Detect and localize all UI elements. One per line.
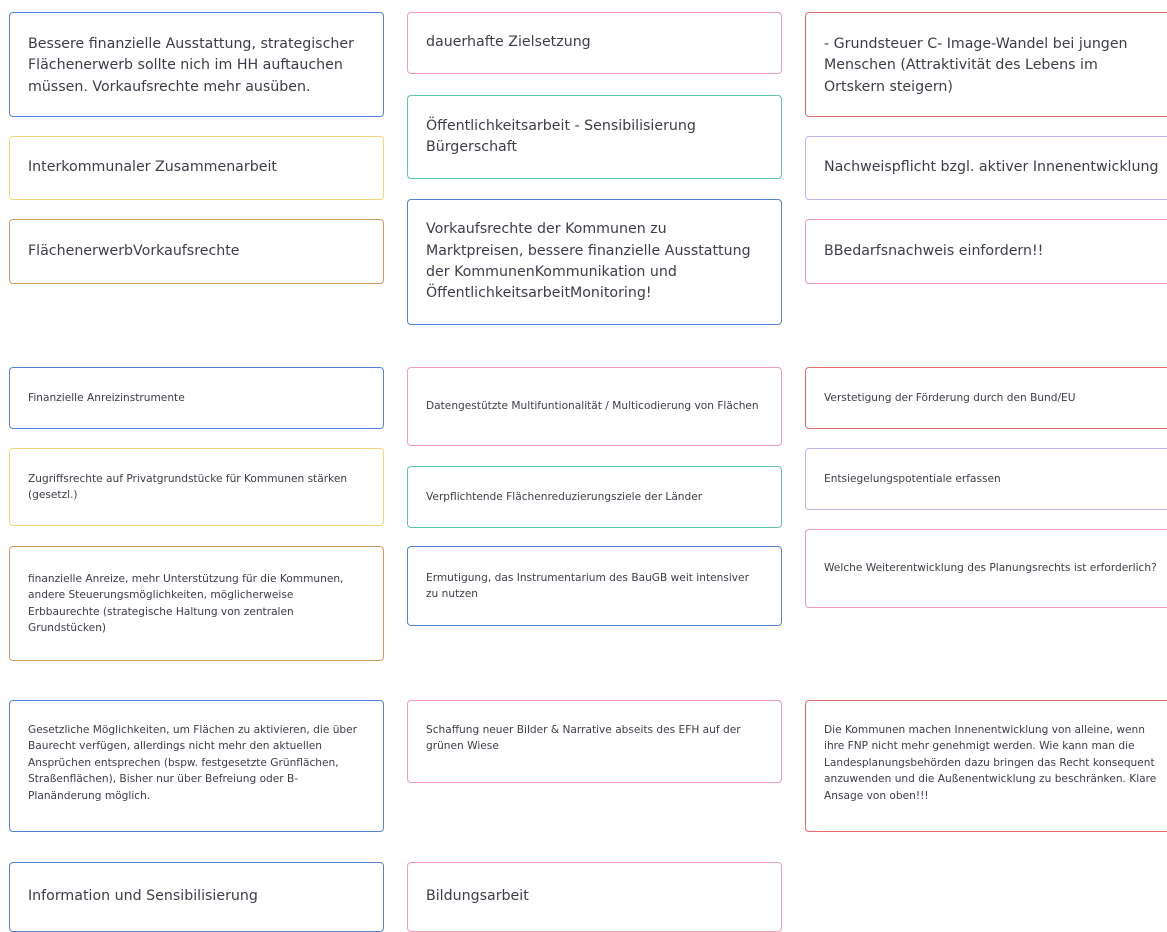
idea-card[interactable] bbox=[805, 529, 1167, 608]
idea-card[interactable] bbox=[407, 862, 782, 932]
card-text: finanzielle Anreize, mehr Unterstützung für die Kommunen, andere Steuerungsmöglichkeiten, möglicherweise Erbbaurechte (strategische Haltung von zentralen Grundstücken) bbox=[28, 572, 344, 634]
idea-card[interactable] bbox=[9, 367, 384, 429]
idea-card[interactable] bbox=[805, 448, 1167, 510]
card-text: Verstetigung der Förderung durch den Bund/EU bbox=[824, 391, 1076, 404]
card-text: Bessere finanzielle Ausstattung, strategischer Flächenerwerb sollte nich im HH auftauchen müssen. Vorkaufsrechte mehr ausüben. bbox=[28, 36, 354, 95]
idea-card[interactable] bbox=[805, 136, 1167, 200]
idea-card[interactable] bbox=[407, 12, 782, 74]
card-text: Information und Sensibilisierung bbox=[28, 888, 258, 905]
idea-card[interactable] bbox=[407, 466, 782, 528]
card-text: Gesetzliche Möglichkeiten, um Flächen zu aktivieren, die über Baurecht verfügen, allerdings nicht mehr den aktuellen Ansprüchen entsprechen (bspw. festgesetzte Grünflächen, Straßenflächen), Bisher nur über Befreiung oder B-Planänderung möglich. bbox=[28, 724, 358, 802]
idea-card[interactable] bbox=[407, 199, 782, 325]
card-text: Ermutigung, das Instrumentarium des BauGB weit intensiver zu nutzen bbox=[426, 571, 749, 600]
card-text: - Grundsteuer C- Image-Wandel bei jungen Menschen (Attraktivität des Lebens im Ortskern steigern) bbox=[824, 36, 1128, 95]
idea-card[interactable] bbox=[9, 546, 384, 661]
idea-card[interactable] bbox=[407, 546, 782, 626]
idea-card[interactable] bbox=[805, 219, 1167, 284]
card-text: Nachweispflicht bzgl. aktiver Innenentwicklung bbox=[824, 159, 1159, 176]
idea-card[interactable] bbox=[9, 448, 384, 526]
idea-card[interactable] bbox=[805, 12, 1167, 117]
idea-card[interactable] bbox=[407, 700, 782, 783]
card-text: FlächenerwerbVorkaufsrechte bbox=[28, 242, 240, 259]
card-text: Entsiegelungspotentiale erfassen bbox=[824, 472, 1001, 485]
idea-card[interactable] bbox=[407, 95, 782, 179]
card-text: Zugriffsrechte auf Privatgrundstücke für Kommunen stärken (gesetzl.) bbox=[28, 472, 348, 501]
card-text: BBedarfsnachweis einfordern!! bbox=[824, 242, 1044, 259]
idea-card[interactable] bbox=[9, 12, 384, 117]
idea-card[interactable] bbox=[805, 367, 1167, 429]
idea-card[interactable] bbox=[9, 700, 384, 832]
card-text: Öffentlichkeitsarbeit - Sensibilisierung Bürgerschaft bbox=[426, 117, 696, 155]
card-text: Finanzielle Anreizinstrumente bbox=[28, 391, 185, 404]
idea-card[interactable] bbox=[9, 136, 384, 200]
idea-card[interactable] bbox=[9, 862, 384, 932]
card-text: Bildungsarbeit bbox=[426, 888, 529, 905]
card-text: Die Kommunen machen Innenentwicklung von alleine, wenn ihre FNP nicht mehr genehmigt werden. Wie kann man die Landesplanungsbehörden dazu bringen das Recht konsequent anzuwenden und die Außenentwicklung zu beschränken. Klare Ansage von oben!!! bbox=[824, 724, 1157, 802]
card-text: Verpflichtende Flächenreduzierungsziele der Länder bbox=[426, 490, 703, 503]
card-text: Welche Weiterentwicklung des Planungsrechts ist erforderlich? bbox=[824, 562, 1157, 575]
card-text: dauerhafte Zielsetzung bbox=[426, 34, 591, 51]
card-text: Vorkaufsrechte der Kommunen zu Marktpreisen, bessere finanzielle Ausstattung der KommunenKommunikation und ÖffentlichkeitsarbeitMonitoring! bbox=[426, 221, 751, 302]
idea-card[interactable] bbox=[805, 700, 1167, 832]
idea-card[interactable] bbox=[407, 367, 782, 446]
card-text: Datengestützte Multifuntionalität / Multicodierung von Flächen bbox=[426, 400, 759, 413]
card-text: Interkommunaler Zusammenarbeit bbox=[28, 159, 277, 176]
card-text: Schaffung neuer Bilder & Narrative abseits des EFH auf der grünen Wiese bbox=[426, 724, 741, 753]
idea-card[interactable] bbox=[9, 219, 384, 284]
